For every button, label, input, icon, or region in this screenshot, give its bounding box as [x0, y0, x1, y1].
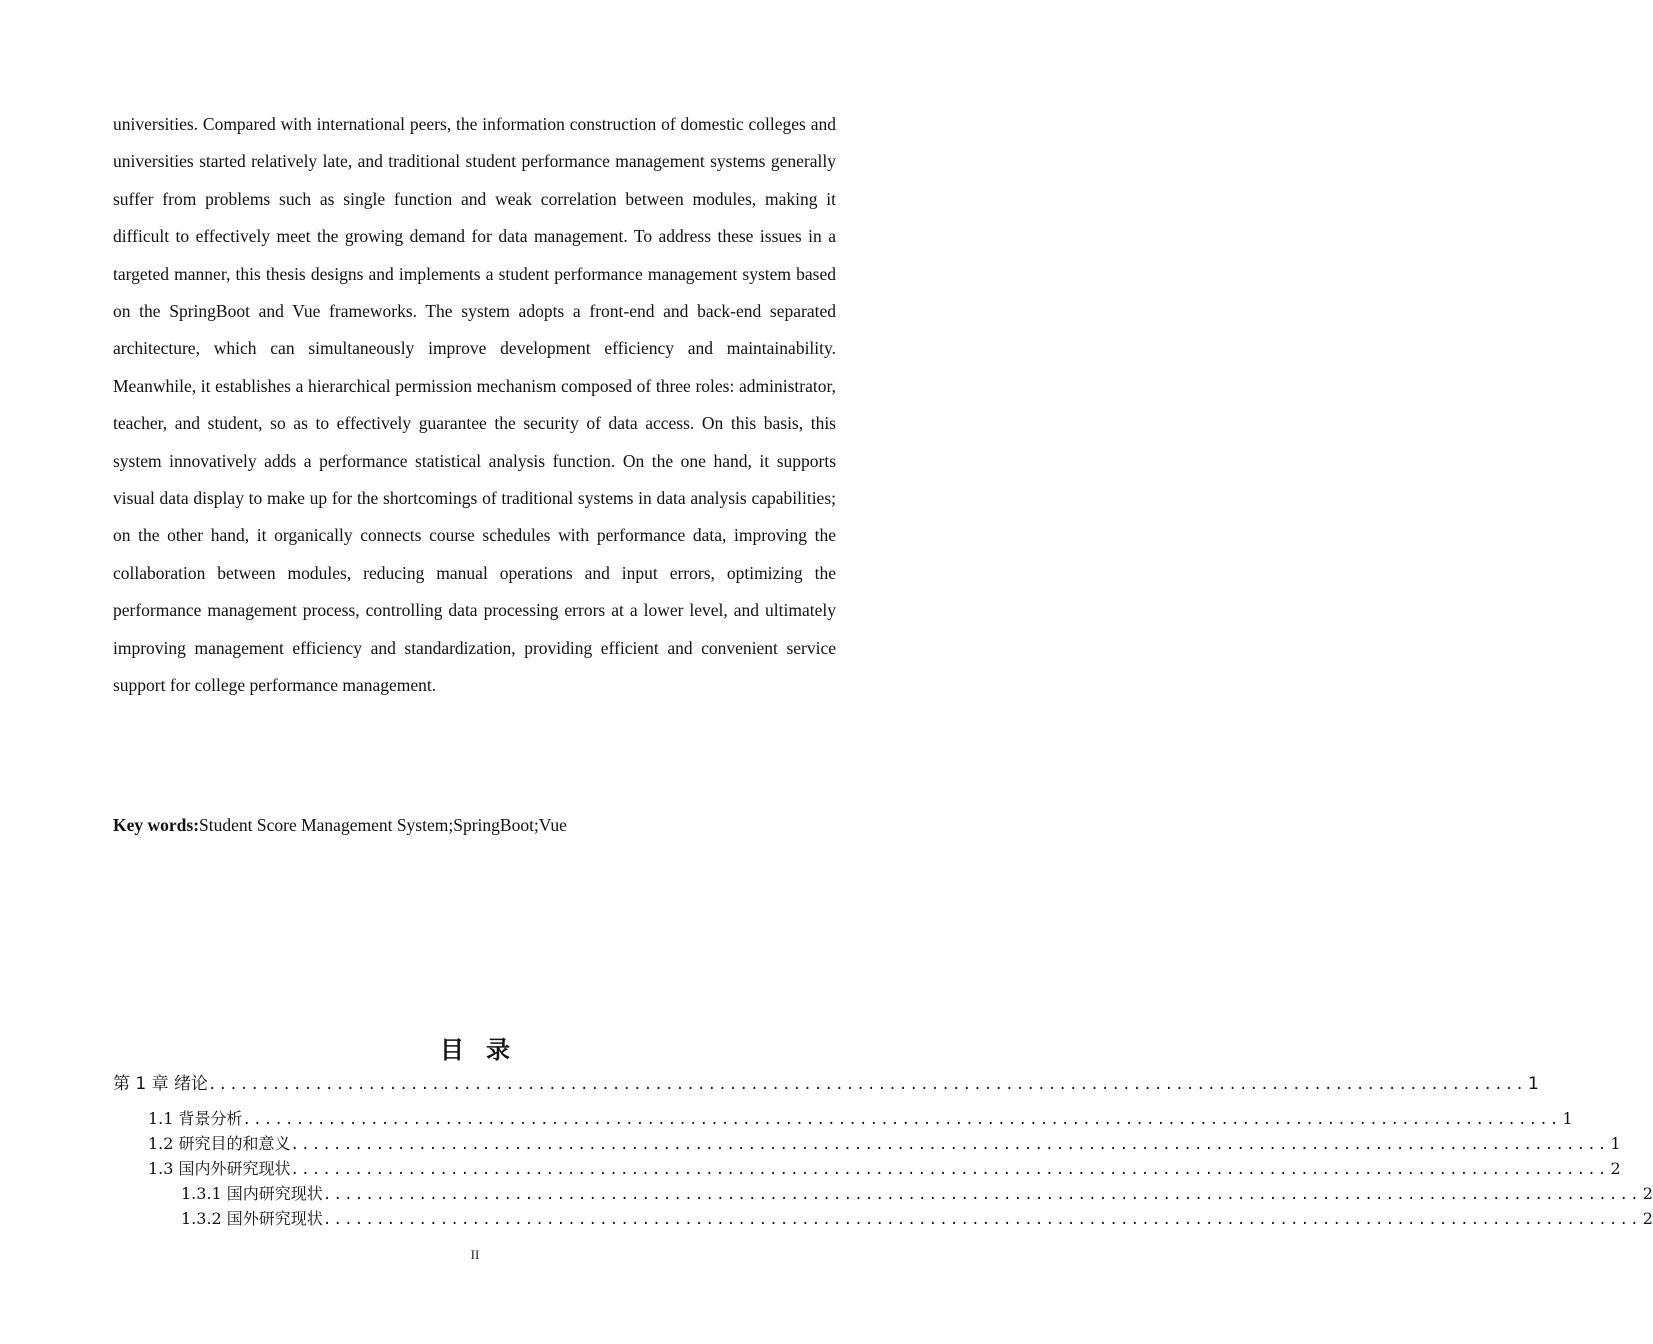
toc-entry-1-1[interactable] [148, 1106, 1573, 1131]
toc-title: 目录 [440, 1036, 532, 1064]
toc-entry-text: 1.3.2 国外研究现状 [181, 1209, 323, 1228]
toc-entry-text: 1.3.1 国内研究现状 [181, 1184, 323, 1203]
toc-entry-text: 第 1 章 绪论 [113, 1074, 209, 1094]
toc-leader-dots: ............................................................................................................................ [322, 1187, 1641, 1203]
toc-entry-1-3-2[interactable] [181, 1206, 1653, 1231]
keywords-label: Key words: [113, 815, 200, 835]
toc-entry-page: 1 [1610, 1134, 1621, 1153]
toc-entry-page: 1 [1562, 1109, 1573, 1128]
toc-entry-page: 2 [1610, 1159, 1621, 1178]
toc-entry-1-3-1[interactable] [181, 1181, 1653, 1206]
page-number: II [470, 1247, 480, 1262]
toc-leader-dots: ............................................................................................................................ [242, 1112, 1561, 1128]
toc-leader-dots: ............................................................................................................................ [208, 1077, 1526, 1093]
toc-entry-text: 1.3 国内外研究现状 [148, 1159, 291, 1178]
toc-entry-1-2[interactable] [148, 1131, 1621, 1156]
toc-entry-text: 1.2 研究目的和意义 [148, 1134, 291, 1153]
keywords-value: Student Score Management System;SpringBoot;Vue [199, 815, 567, 835]
toc-leader-dots: ............................................................................................................................ [322, 1212, 1641, 1228]
keywords-line [113, 815, 836, 836]
toc-leader-dots: ............................................................................................................................ [290, 1137, 1609, 1153]
toc-entry-page: 2 [1642, 1209, 1653, 1228]
abstract-paragraph: universities. Compared with international peers, the information construction of domestic colleges and universities started relatively late, and traditional student performance management systems generally suffer from problems such as single function and weak correlation between modules, making it difficult to effectively meet the growing demand for data management. To address these issues in a targeted manner, this thesis designs and implements a student performance management system based on the SpringBoot and Vue frameworks. The system adopts a front-end and back-end separated architecture, which can simultaneously improve development efficiency and maintainability. Meanwhile, it establishes a hierarchical permission mechanism composed of three roles: administrator, teacher, and student, so as to effectively guarantee the security of data access. On this basis, this system innovatively adds a performance statistical analysis function. On the one hand, it supports visual data display to make up for the shortcomings of traditional systems in data analysis capabilities; on the other hand, it organically connects course schedules with performance data, improving the collaboration between modules, reducing manual operations and input errors, optimizing the performance management process, controlling data processing errors at a lower level, and ultimately improving management efficiency and standardization, providing efficient and convenient service support for college performance management. [113, 114, 836, 696]
toc-entry-text: 1.1 背景分析 [148, 1109, 243, 1128]
toc-entry-page: 1 [1528, 1074, 1539, 1094]
toc-entry-chapter-1[interactable] [113, 1069, 1539, 1094]
toc-entry-1-3[interactable] [148, 1156, 1621, 1181]
toc-entry-page: 2 [1642, 1184, 1653, 1203]
toc-leader-dots: ............................................................................................................................ [290, 1162, 1609, 1178]
